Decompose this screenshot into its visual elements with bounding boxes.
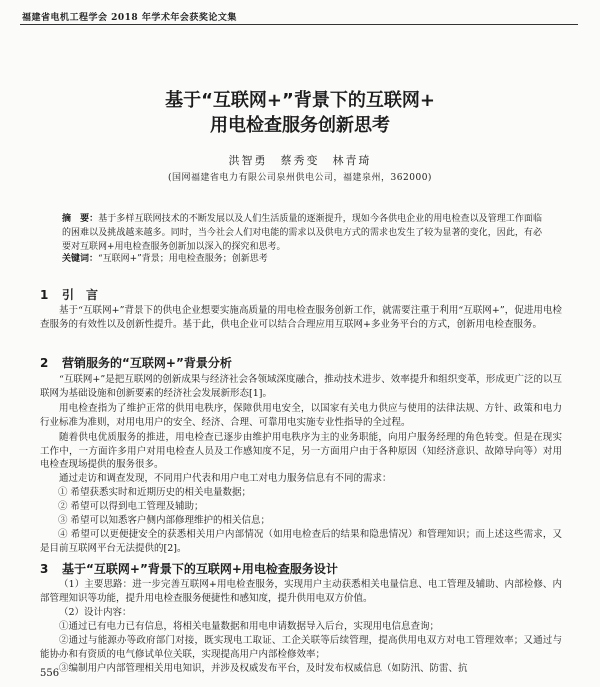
section-title: 基于“互联网+”背景下的互联网+用电检查服务设计 — [62, 562, 338, 576]
section-number: 1 — [40, 288, 49, 302]
paragraph: （1）主要思路：进一步完善互联网+用电检查服务，实现用户主动获悉相关电量信息、电工管理及辅助、内部检修、内部管理知识等功能，提升用电检查服务便捷性和感知度，提升供用电双方价值。 — [40, 579, 562, 604]
title-line-2: 用电检查服务创新思考 — [210, 115, 390, 136]
page-number: 556 — [40, 668, 60, 679]
abstract — [62, 212, 542, 254]
section-title: 营销服务的“互联网+”背景分析 — [62, 356, 232, 370]
authors: 洪智勇 蔡秀变 林青琦 — [228, 154, 372, 167]
paragraph: 基于“互联网+”背景下的供电企业想要实施高质量的用电检查服务创新工作，就需要注重于利用“互联网+”，促进用电检查服务的有效性以及创新性提升。基于此，供电企业可以结合合理应用互联网+多业务平台的方式，创新用电检查服务。 — [40, 305, 562, 330]
title-line-1: 基于“互联网+”背景下的互联网+ — [165, 90, 435, 111]
section-number: 3 — [40, 562, 49, 576]
section-heading-1 — [40, 286, 98, 303]
paragraph: 用电检查指为了维护正常的供用电秩序，保障供用电安全，以国家有关电力供应与使用的法律法规、方针、政策和电力行业标准为准则，对用电用户的安全、经济、合理、可靠用电实施专业性指导的全过程。 — [40, 403, 562, 428]
header-rule — [20, 24, 578, 25]
list-item: ① 希望获悉实时和近期历史的相关电量数据； — [58, 487, 252, 498]
affiliation: (国网福建省电力有限公司泉州供电公司，福建泉州，362000) — [168, 173, 432, 183]
paper-title — [60, 88, 540, 138]
section-heading-2 — [40, 354, 232, 371]
abstract-text: 基于多样互联网技术的不断发展以及人们生活质量的逐渐提升，现如今各供电企业的用电检查以及管理工作面临的困难以及挑战越来越多。同时，当今社会人们对电能的需求以及供电方式的需求也发生了较为显著的变化，因此，有必要对互联网+用电检查服务创新加以深入的探究和思考。 — [62, 214, 542, 252]
section-number: 2 — [40, 356, 49, 370]
section-title: 引 言 — [62, 288, 99, 302]
keywords — [62, 252, 542, 266]
keywords-text: “互联网+”背景；用电检查服务；创新思考 — [98, 254, 268, 264]
running-header: 福建省电机工程学会 2018 年学术年会获奖论文集 — [22, 13, 237, 23]
list-item: ③ 希望可以知悉客户侧内部修理维护的相关信息； — [58, 515, 271, 526]
paragraph: 随着供电优质服务的推进，用电检查已逐步由维护用电秩序为主的业务职能，向用户服务经理的角色转变。但是在现实工作中，一方面许多用户对用电检查人员及工作感知度不足，另一方面用户由于各种原因（知经济意识、故障导向等）对用电检查现场提供的服务很多。 — [40, 432, 562, 470]
section-heading-3 — [40, 560, 338, 577]
list-item: ③编制用户内部管理相关用电知识，并涉及权威发布平台，及时发布权威信息（如防汛、防雷、抗 — [59, 663, 468, 674]
paragraph: “互联网+”是把互联网的创新成果与经济社会各领域深度融合，推动技术进步、效率提升和组织变革，形成更广泛的以互联网为基础设施和创新要素的经济社会发展新形态[1]。 — [40, 374, 562, 399]
list-item: ④ 希望可以更便捷安全的获悉相关用户内部情况（如用电检查后的结果和隐患情况）和管理知识；而上述这些需求，又是目前互联网平台无法提供的[2]。 — [40, 529, 562, 554]
list-item: ①通过已有电力已有信息，将相关电量数据和用电申请数据导入后台，实现用电信息查询； — [59, 621, 440, 632]
list-item: ②通过与能源办等政府部门对接，既实现电工取证、工企关联等后续管理，提高供用电双方对电工管理效率；又通过与能协办和有资质的电气修试单位关联，实现提高用户内部检修效率； — [40, 635, 562, 660]
paragraph: 通过走访和调查发现，不同用户代表和用户电工对电力服务信息有不同的需求： — [59, 473, 392, 484]
list-item: ② 希望可以得到电工管理及辅助； — [58, 501, 204, 512]
paragraph: （2）设计内容： — [59, 607, 132, 618]
abstract-label: 摘 要： — [62, 214, 99, 224]
keywords-label: 关键词： — [62, 254, 99, 264]
